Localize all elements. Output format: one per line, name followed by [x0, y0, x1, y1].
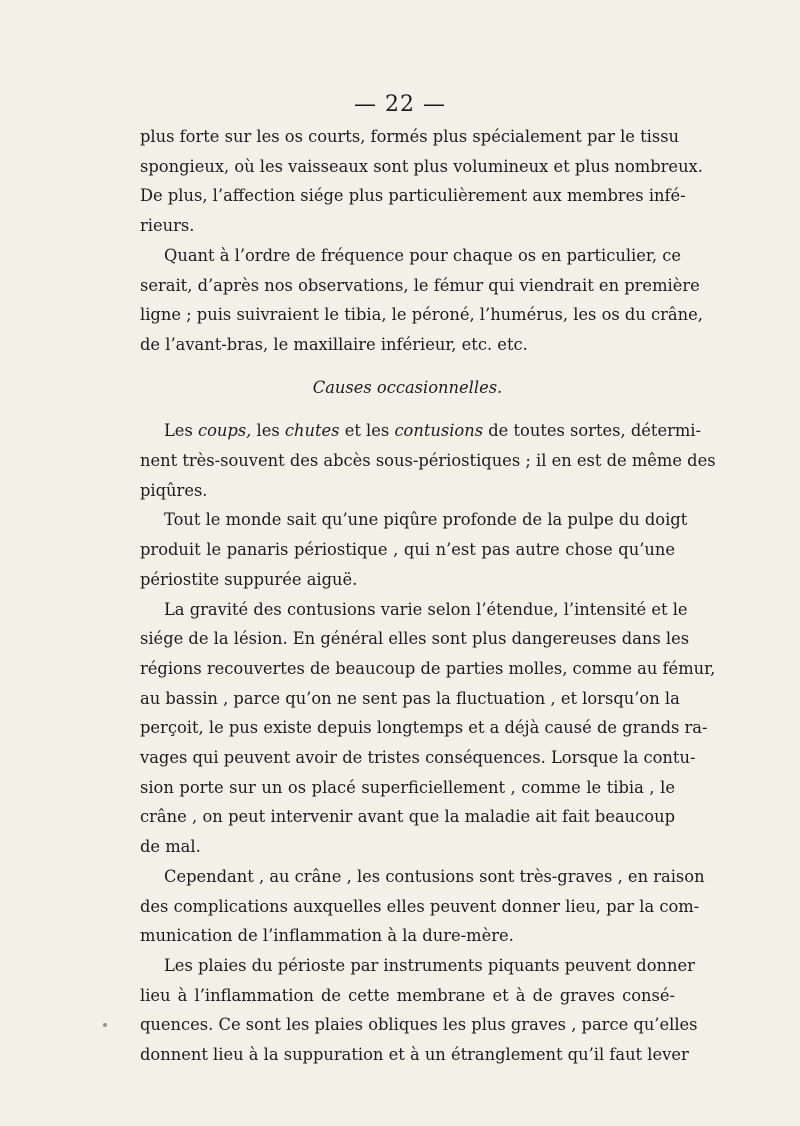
text-line: produit le panaris périostique , qui n’est pas autre chose qu’une: [140, 540, 675, 560]
text-line: des complications auxquelles elles peuvent donner lieu, par la com-: [140, 896, 700, 916]
text-run: de toutes sortes, détermi-: [483, 421, 702, 441]
text-line: lieu à l’inflammation de cette membrane et à de graves consé-: [140, 985, 675, 1005]
text-line: au bassin , parce qu’on ne sent pas la fluctuation , et lorsqu’on la: [140, 688, 680, 708]
text-line: crâne , on peut intervenir avant que la maladie ait fait beaucoup: [140, 807, 675, 827]
text-line: siége de la lésion. En général elles sont plus dangereuses dans les: [140, 629, 690, 649]
italic-term-chutes: chutes: [284, 421, 340, 441]
italic-term-contusions: contusions: [394, 421, 484, 441]
text-line: Les plaies du périoste par instruments piquants peuvent donner: [164, 955, 695, 975]
paragraph-1: [140, 122, 703, 241]
text-line: Tout le monde sait qu’une piqûre profonde de la pulpe du doigt: [164, 510, 688, 530]
text-line: périostite suppurée aiguë.: [140, 569, 358, 589]
text-line: vages qui peuvent avoir de tristes conséquences. Lorsque la contu-: [140, 748, 696, 768]
text-line: donnent lieu à la suppuration et à un étranglement qu’il faut lever: [140, 1045, 689, 1065]
page-number: — 22 —: [354, 92, 446, 117]
text-line: plus forte sur les os courts, formés plus spécialement par le tissu: [140, 127, 680, 146]
section-heading: Causes occasionnelles.: [312, 377, 503, 397]
text-line: perçoit, le pus existe depuis longtemps et a déjà causé de grands ra-: [140, 718, 708, 738]
text-line: La gravité des contusions varie selon l’étendue, l’intensité et le: [164, 599, 688, 619]
paragraph-3: [140, 416, 716, 505]
text-line: De plus, l’affection siége plus particulièrement aux membres infé-: [140, 186, 686, 206]
text-line: [140, 416, 702, 446]
text-run: et les: [339, 421, 395, 441]
paragraph-4: [140, 505, 688, 594]
paper-spot: [103, 1023, 107, 1027]
italic-term-coups: coups,: [197, 421, 252, 441]
paragraph-6: [140, 862, 705, 951]
text-line: spongieux, où les vaisseaux sont plus volumineux et plus nombreux.: [140, 156, 703, 176]
paragraph-7: [140, 951, 698, 1070]
text-line: de mal.: [140, 837, 201, 857]
text-run: Les: [164, 421, 198, 441]
body-text: [140, 122, 716, 1070]
text-line: ligne ; puis suivraient le tibia, le péroné, l’humérus, les os du crâne,: [140, 305, 703, 325]
text-line: Cependant , au crâne , les contusions sont très-graves , en raison: [164, 866, 705, 886]
text-line: piqûres.: [140, 480, 208, 500]
text-line: nent très-souvent des abcès sous-périostiques ; il en est de même des: [140, 451, 716, 471]
paragraph-2: [140, 241, 703, 360]
text-line: régions recouvertes de beaucoup de parties molles, comme au fémur,: [140, 658, 716, 678]
text-line: munication de l’inflammation à la dure-mère.: [140, 926, 514, 946]
text-line: Quant à l’ordre de fréquence pour chaque os en particulier, ce: [164, 245, 681, 265]
text-line: sion porte sur un os placé superficiellement , comme le tibia , le: [140, 777, 675, 797]
text-run: les: [251, 421, 285, 441]
text-line: quences. Ce sont les plaies obliques les plus graves , parce qu’elles: [140, 1015, 698, 1035]
text-line: rieurs.: [140, 216, 195, 236]
text-line: serait, d’après nos observations, le fémur qui viendrait en première: [140, 275, 700, 295]
text-line: de l’avant-bras, le maxillaire inférieur, etc. etc.: [140, 334, 528, 354]
paragraph-5: [140, 595, 716, 862]
